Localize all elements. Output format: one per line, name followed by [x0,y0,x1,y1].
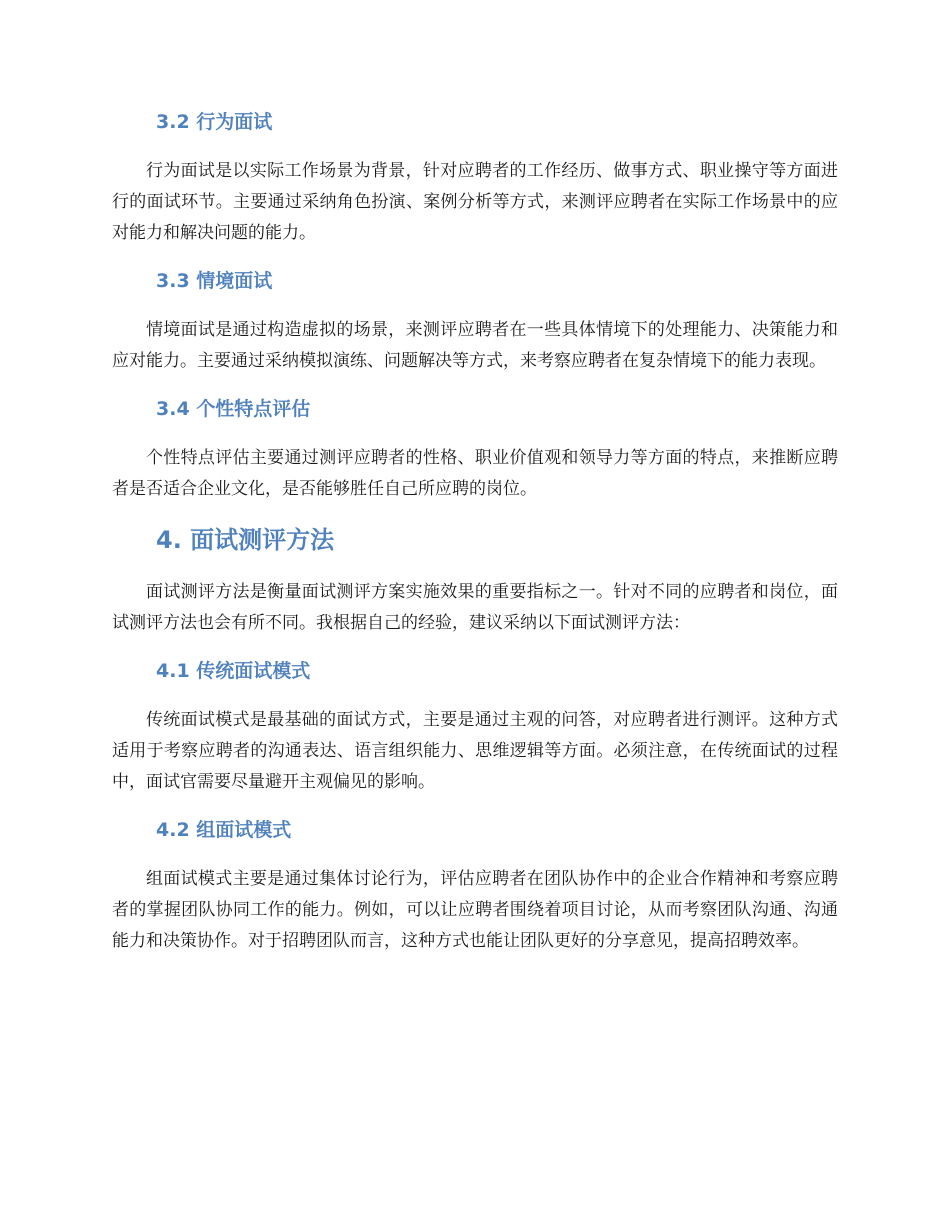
section-paragraph-3-4: 个性特点评估主要通过测评应聘者的性格、职业价值观和领导力等方面的特点，来推断应聘者是否适合企业文化，是否能够胜任自己所应聘的岗位。 [112,448,838,499]
section-paragraph-3-3: 情境面试是通过构造虚拟的场景，来测评应聘者在一些具体情境下的处理能力、决策能力和应对能力。主要通过采纳模拟演练、问题解决等方式，来考察应聘者在复杂情境下的能力表现。 [112,320,838,371]
section-heading-4-2: 4.2 组面试模式 [156,819,292,841]
section-heading-4: 4. 面试测评方法 [156,526,335,554]
section-paragraph-4-1: 传统面试模式是最基础的面试方式，主要是通过主观的问答，对应聘者进行测评。这种方式适用于考察应聘者的沟通表达、语言组织能力、思维逻辑等方面。必须注意，在传统面试的过程中，面试官需要尽量避开主观偏见的影响。 [112,710,838,792]
section-heading-4-1: 4.1 传统面试模式 [156,660,311,682]
section-heading-3-4: 3.4 个性特点评估 [156,398,311,420]
section-paragraph-4: 面试测评方法是衡量面试测评方案实施效果的重要指标之一。针对不同的应聘者和岗位，面试测评方法也会有所不同。我根据自己的经验，建议采纳以下面试测评方法： [112,582,838,633]
section-paragraph-3-2: 行为面试是以实际工作场景为背景，针对应聘者的工作经历、做事方式、职业操守等方面进行的面试环节。主要通过采纳角色扮演、案例分析等方式，来测评应聘者在实际工作场景中的应对能力和解决问题的能力。 [112,161,838,243]
section-paragraph-4-2: 组面试模式主要是通过集体讨论行为，评估应聘者在团队协作中的企业合作精神和考察应聘者的掌握团队协同工作的能力。例如，可以让应聘者围绕着项目讨论，从而考察团队沟通、沟通能力和决策协作。对于招聘团队而言，这种方式也能让团队更好的分享意见，提高招聘效率。 [112,869,838,951]
section-heading-3-3: 3.3 情境面试 [156,270,273,292]
section-heading-3-2: 3.2 行为面试 [156,111,273,133]
